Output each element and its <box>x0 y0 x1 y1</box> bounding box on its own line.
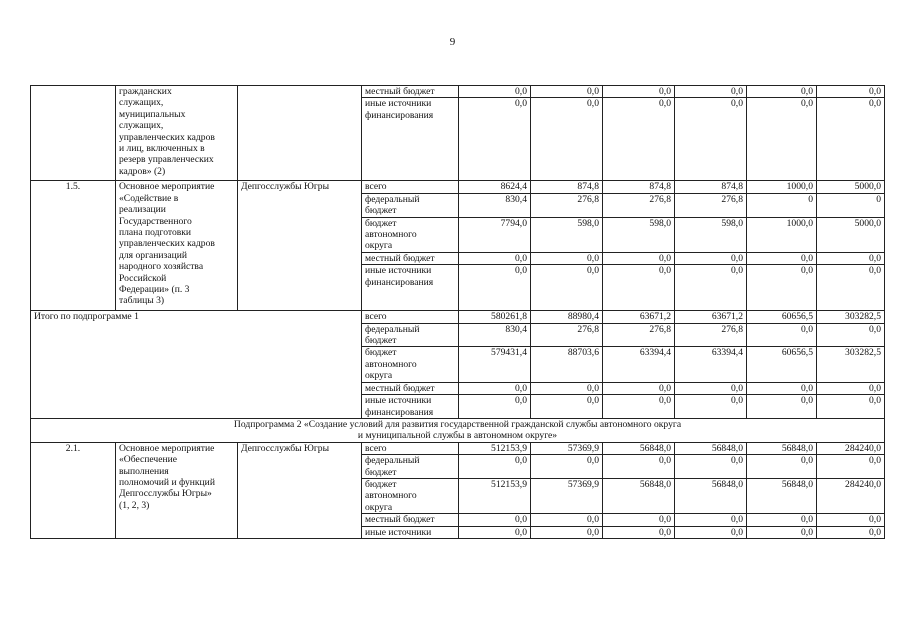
value-cell: 276,8 <box>603 193 675 217</box>
value-cell: 1000,0 <box>747 217 817 252</box>
value-cell: 0,0 <box>459 395 531 419</box>
value-cell: 57369,9 <box>531 478 603 513</box>
source-label: бюджет автономного округа <box>362 347 459 382</box>
source-label: бюджет автономного округа <box>362 217 459 252</box>
value-cell: 0,0 <box>747 86 817 98</box>
executor: Депгосслужбы Югры <box>238 442 362 538</box>
value-cell: 60656,5 <box>747 311 817 323</box>
measure-name: гражданских служащих, муниципальных служащих, управленческих кадров и лиц, включенных в резерв управленческих кадров» (2) <box>116 86 238 181</box>
source-label: иные источники финансирования <box>362 98 459 181</box>
value-cell: 0,0 <box>747 514 817 526</box>
value-cell: 0,0 <box>817 526 885 538</box>
row-number: 1.5. <box>31 181 116 311</box>
value-cell: 88703,6 <box>531 347 603 382</box>
value-cell: 63671,2 <box>603 311 675 323</box>
table-row <box>31 311 885 323</box>
value-cell: 0,0 <box>603 514 675 526</box>
source-label: местный бюджет <box>362 252 459 264</box>
value-cell: 0,0 <box>459 382 531 394</box>
value-cell: 830,4 <box>459 193 531 217</box>
value-cell: 0,0 <box>603 382 675 394</box>
value-cell: 0,0 <box>675 86 747 98</box>
value-cell: 284240,0 <box>817 478 885 513</box>
value-cell: 0,0 <box>747 323 817 347</box>
value-cell: 276,8 <box>531 193 603 217</box>
value-cell: 0,0 <box>747 455 817 479</box>
value-cell: 0,0 <box>747 395 817 419</box>
source-label: всего <box>362 311 459 323</box>
value-cell: 0,0 <box>675 514 747 526</box>
value-cell: 0,0 <box>675 395 747 419</box>
source-label: федеральный бюджет <box>362 193 459 217</box>
measure-name: Основное мероприятие «Содействие в реализации Государственного плана подготовки управленческих кадров для организаций народного хозяйства Российской Федерации» (п. 3 таблицы 3) <box>116 181 238 311</box>
table-row <box>31 181 885 193</box>
value-cell: 0,0 <box>675 265 747 311</box>
value-cell: 0,0 <box>675 382 747 394</box>
value-cell: 0,0 <box>603 526 675 538</box>
value-cell: 598,0 <box>675 217 747 252</box>
value-cell: 598,0 <box>531 217 603 252</box>
value-cell: 63394,4 <box>675 347 747 382</box>
value-cell: 56848,0 <box>675 442 747 454</box>
value-cell: 0,0 <box>459 98 531 181</box>
value-cell: 874,8 <box>603 181 675 193</box>
value-cell: 56848,0 <box>747 442 817 454</box>
value-cell: 56848,0 <box>603 478 675 513</box>
value-cell: 0,0 <box>817 252 885 264</box>
value-cell: 579431,4 <box>459 347 531 382</box>
value-cell: 874,8 <box>531 181 603 193</box>
value-cell: 0,0 <box>675 252 747 264</box>
value-cell: 63394,4 <box>603 347 675 382</box>
value-cell: 0,0 <box>817 323 885 347</box>
source-label: иные источники финансирования <box>362 395 459 419</box>
value-cell: 0,0 <box>817 395 885 419</box>
value-cell: 0,0 <box>747 98 817 181</box>
value-cell: 0,0 <box>675 98 747 181</box>
value-cell: 0,0 <box>747 526 817 538</box>
value-cell: 0,0 <box>603 98 675 181</box>
value-cell: 0,0 <box>603 86 675 98</box>
value-cell: 1000,0 <box>747 181 817 193</box>
value-cell: 0,0 <box>459 265 531 311</box>
value-cell: 0,0 <box>603 252 675 264</box>
subtotal-label: Итого по подпрограмме 1 <box>31 311 362 419</box>
value-cell: 5000,0 <box>817 181 885 193</box>
value-cell: 0,0 <box>817 86 885 98</box>
value-cell: 0,0 <box>531 265 603 311</box>
value-cell: 0,0 <box>817 382 885 394</box>
value-cell: 0,0 <box>817 265 885 311</box>
subprogram-heading: Подпрограмма 2 «Создание условий для развития государственной гражданской службы автономного округа и муниципальной службы в автономном округе» <box>31 418 885 442</box>
value-cell: 512153,9 <box>459 478 531 513</box>
value-cell: 276,8 <box>675 323 747 347</box>
value-cell: 0,0 <box>675 526 747 538</box>
table-row <box>31 86 885 98</box>
value-cell: 284240,0 <box>817 442 885 454</box>
value-cell: 0,0 <box>603 395 675 419</box>
value-cell: 56848,0 <box>603 442 675 454</box>
financing-table <box>30 85 885 539</box>
value-cell: 0,0 <box>531 526 603 538</box>
value-cell: 7794,0 <box>459 217 531 252</box>
value-cell: 0,0 <box>747 265 817 311</box>
value-cell: 598,0 <box>603 217 675 252</box>
value-cell: 0,0 <box>817 98 885 181</box>
value-cell: 5000,0 <box>817 217 885 252</box>
value-cell: 0,0 <box>531 455 603 479</box>
value-cell: 580261,8 <box>459 311 531 323</box>
value-cell: 0,0 <box>817 514 885 526</box>
value-cell: 874,8 <box>675 181 747 193</box>
value-cell: 512153,9 <box>459 442 531 454</box>
source-label: иные источники финансирования <box>362 265 459 311</box>
table-row <box>31 418 885 442</box>
source-label: всего <box>362 442 459 454</box>
value-cell: 0,0 <box>459 252 531 264</box>
value-cell: 303282,5 <box>817 347 885 382</box>
value-cell: 63671,2 <box>675 311 747 323</box>
value-cell: 830,4 <box>459 323 531 347</box>
page-number: 9 <box>449 36 456 48</box>
value-cell: 0 <box>817 193 885 217</box>
value-cell: 0,0 <box>747 382 817 394</box>
value-cell: 56848,0 <box>675 478 747 513</box>
value-cell: 0,0 <box>603 455 675 479</box>
value-cell: 56848,0 <box>747 478 817 513</box>
value-cell: 0,0 <box>459 526 531 538</box>
source-label: местный бюджет <box>362 382 459 394</box>
value-cell: 0,0 <box>531 382 603 394</box>
source-label: всего <box>362 181 459 193</box>
value-cell: 0,0 <box>817 455 885 479</box>
value-cell: 0,0 <box>531 395 603 419</box>
value-cell: 0,0 <box>531 252 603 264</box>
source-label: местный бюджет <box>362 86 459 98</box>
value-cell: 303282,5 <box>817 311 885 323</box>
source-label: федеральный бюджет <box>362 323 459 347</box>
value-cell: 57369,9 <box>531 442 603 454</box>
source-label: местный бюджет <box>362 514 459 526</box>
value-cell: 276,8 <box>603 323 675 347</box>
value-cell: 8624,4 <box>459 181 531 193</box>
value-cell: 0,0 <box>675 455 747 479</box>
table-row <box>31 442 885 454</box>
value-cell: 0,0 <box>459 514 531 526</box>
row-number: 2.1. <box>31 442 116 538</box>
value-cell: 0,0 <box>531 514 603 526</box>
value-cell: 0,0 <box>459 86 531 98</box>
value-cell: 276,8 <box>675 193 747 217</box>
value-cell: 0,0 <box>531 98 603 181</box>
value-cell: 60656,5 <box>747 347 817 382</box>
value-cell: 0,0 <box>531 86 603 98</box>
value-cell: 0 <box>747 193 817 217</box>
value-cell: 276,8 <box>531 323 603 347</box>
value-cell: 0,0 <box>747 252 817 264</box>
source-label: федеральный бюджет <box>362 455 459 479</box>
value-cell: 88980,4 <box>531 311 603 323</box>
value-cell: 0,0 <box>459 455 531 479</box>
measure-name: Основное мероприятие «Обеспечение выполнения полномочий и функций Депгосслужбы Югры» (1, 2, 3) <box>116 442 238 538</box>
value-cell: 0,0 <box>603 265 675 311</box>
executor: Депгосслужбы Югры <box>238 181 362 311</box>
source-label: иные источники <box>362 526 459 538</box>
source-label: бюджет автономного округа <box>362 478 459 513</box>
